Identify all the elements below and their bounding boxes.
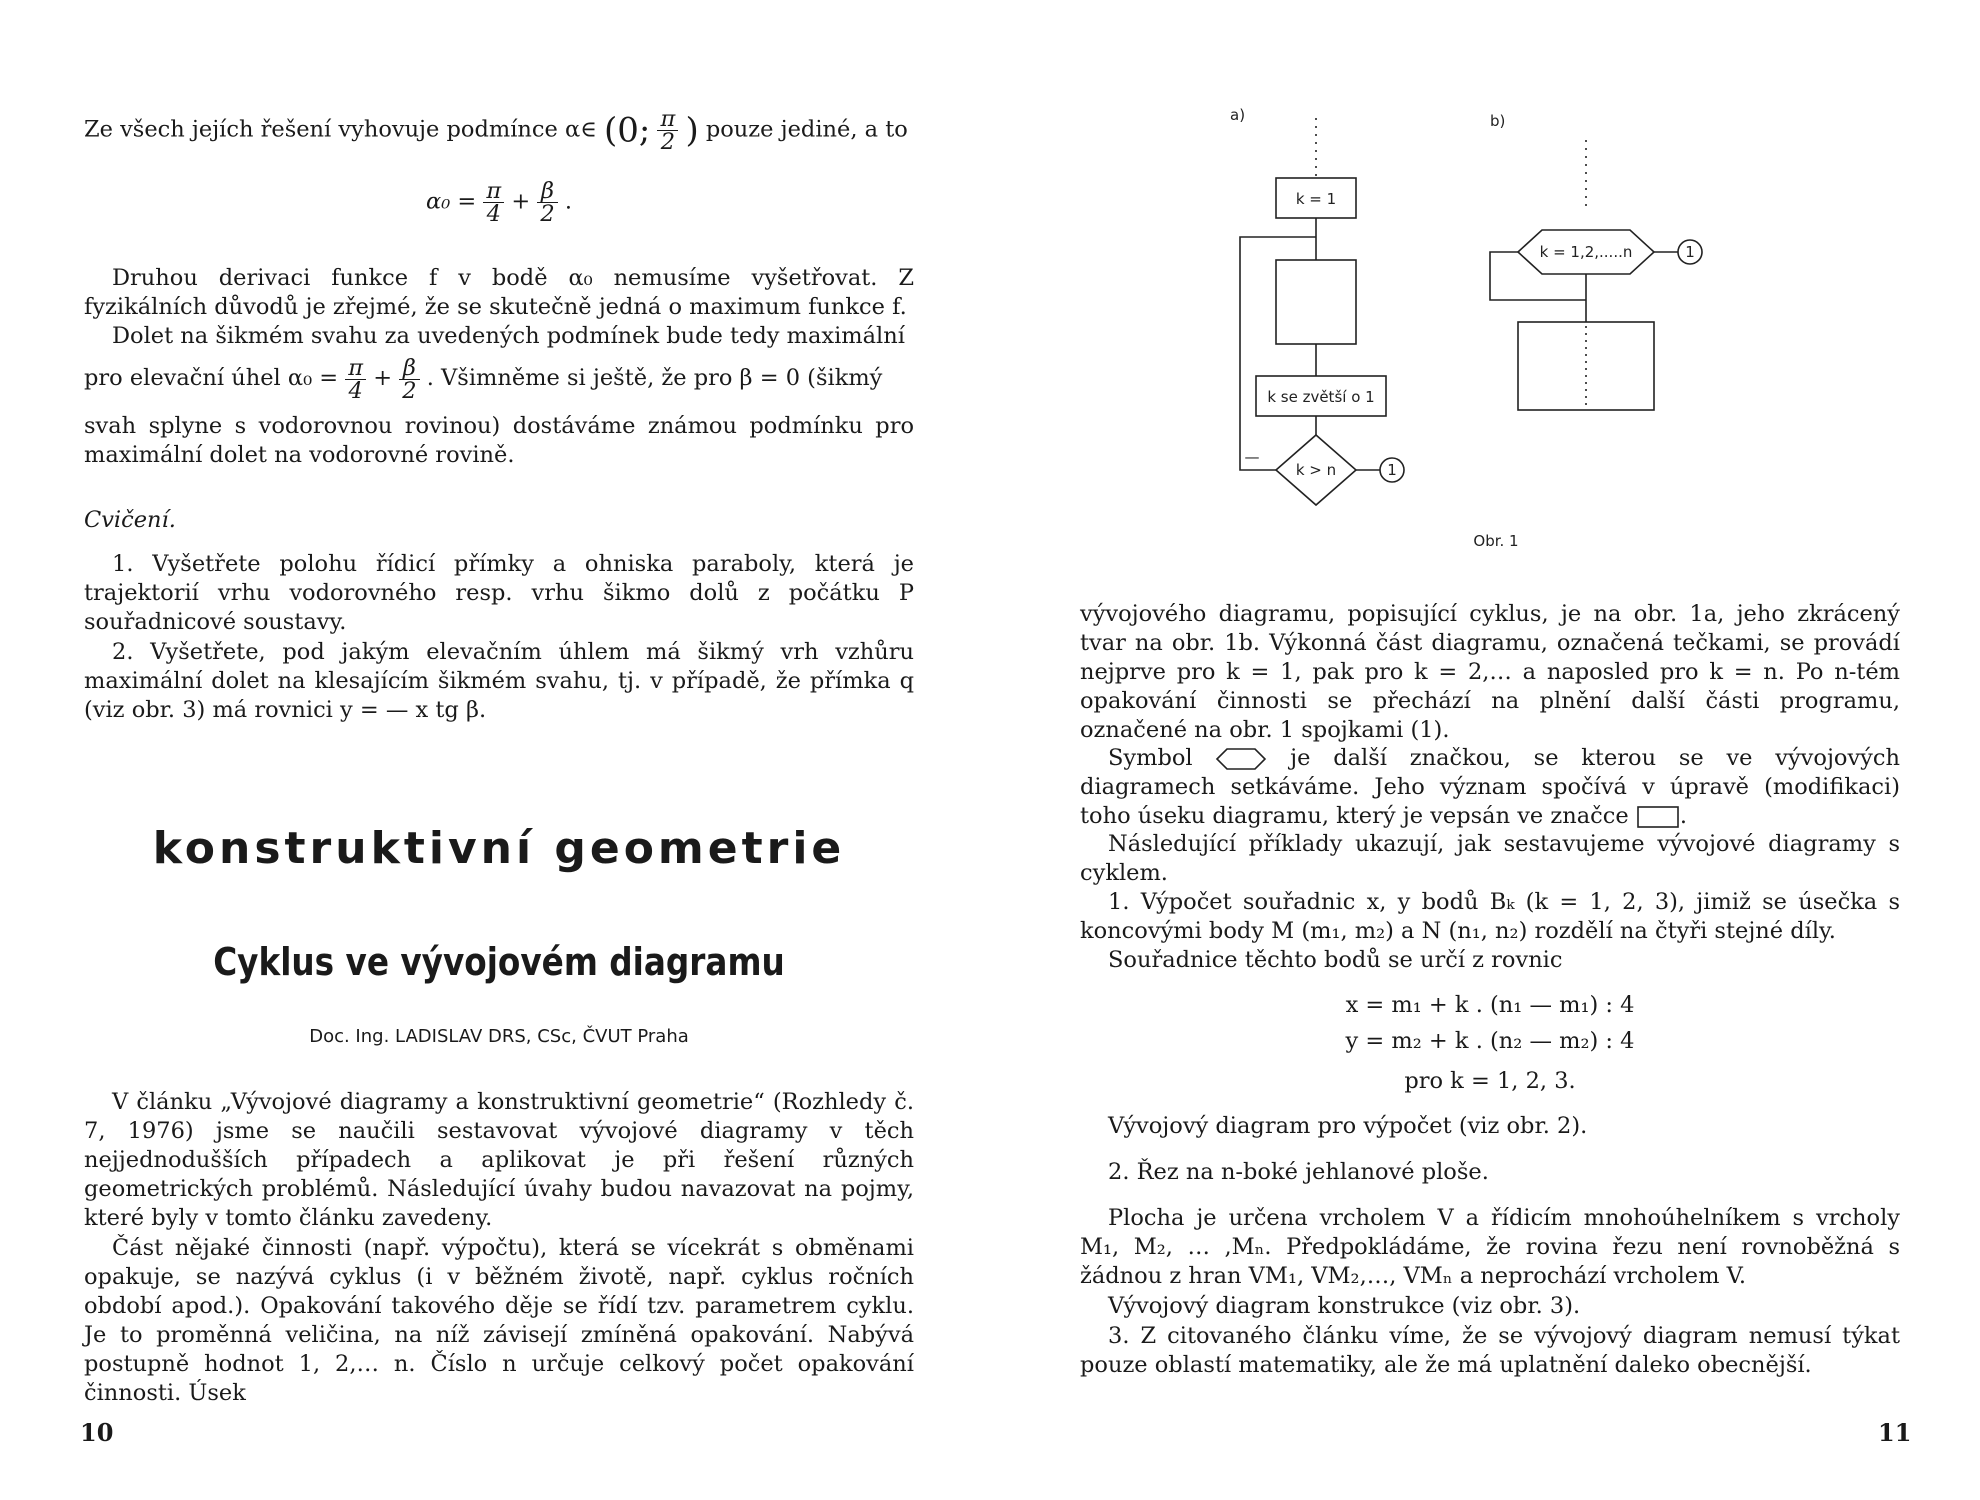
interval-fraction — [657, 108, 678, 153]
elevace-before: pro elevační úhel α₀ = — [84, 365, 346, 391]
formula-beta-fraction — [537, 180, 557, 225]
right-page — [990, 0, 1980, 1500]
formula-plus: + — [511, 188, 538, 215]
figure-label-b: b) — [1490, 112, 1506, 130]
a-box-body — [1276, 260, 1356, 344]
para-konstrukce: Vývojový diagram konstrukce (viz obr. 3). — [1108, 1293, 1581, 1319]
formula-beta: β — [537, 180, 557, 203]
formula-end: . — [564, 188, 572, 215]
para-clanek: V článku „Vývojové diagramy a konstruktivní geometrie“ (Rozhledy č. 7, 1976) jsme se naučili sestavovat vývojové diagramy v těch nejjednodušších případech a aplikovat je při řešení různých geometrických problémů. Následující úvahy budou navazovat na pojmy, které byly v tomto článku zavedeny. — [84, 1089, 914, 1231]
para-dolet: Dolet na šikmém svahu za uvedených podmínek bude tedy maximální — [112, 323, 905, 349]
para-priklady: Následující příklady ukazují, jak sestavujeme vývojové diagramy s cyklem. — [1080, 831, 1900, 886]
elevace-pi-fraction — [345, 354, 366, 404]
author-line: Doc. Ing. LADISLAV DRS, CSc, ČVUT Praha — [309, 1026, 689, 1047]
formula-four: 4 — [486, 201, 501, 227]
para-svah: svah splyne s vodorovnou rovinou) dostáváme známou podmínku pro maximální dolet na vodorovné rovině. — [84, 413, 914, 468]
flowchart-figure — [1220, 100, 1760, 560]
intro-before: Ze všech jejích řešení vyhovuje podmínce α∈ — [84, 116, 597, 143]
formula-pi: π — [483, 180, 504, 203]
a-connector-label: 1 — [1387, 461, 1397, 479]
elevace-pi: π — [345, 357, 366, 380]
symbol-before: Symbol — [1108, 745, 1216, 771]
interval-denominator: 2 — [660, 129, 676, 155]
interval-close: ) — [685, 110, 699, 151]
elevace-beta-fraction — [399, 354, 419, 404]
a-box-k1-label: k = 1 — [1295, 190, 1337, 208]
formula-alpha0 — [84, 180, 914, 225]
figure-caption: Obr. 1 — [1473, 532, 1519, 550]
intro-line — [84, 108, 914, 153]
para-souradnice: Souřadnice těchto bodů se určí z rovnic — [1108, 947, 1563, 973]
symbol-rectangle-icon — [1636, 805, 1680, 829]
page-number-left: 10 — [80, 1418, 114, 1447]
elevace-two: 2 — [402, 377, 417, 404]
para-vyvoj: vývojového diagramu, popisující cyklus, je na obr. 1a, jeho zkrácený tvar na obr. 1b. Výkonná část diagramu, označená tečkami, se provádí nejprve pro k = 1, pak pro k = 2,… a naposled pro k = n. Po n-tém opakování činnosti se přechází na plnění další části programu, označené na obr. 1 spojkami (1). — [1080, 601, 1900, 743]
symbol-hexagon-icon — [1215, 747, 1267, 771]
para-citovany: 3. Z citovaného článku víme, že se vývojový diagram nemusí týkat pouze oblastí matematiky, ale že má uplatnění daleko obecnější. — [1080, 1323, 1900, 1378]
elevace-plus: + — [373, 365, 400, 391]
para-vypocet: 1. Výpočet souřadnic x, y bodů Bₖ (k = 1, 2, 3), jimiž se úsečka s koncovými body M (m₁, m₂) a N (n₁, n₂) rozdělí na čtyři stejné díly. — [1080, 889, 1900, 944]
elevace-line — [84, 356, 914, 402]
a-diamond-label: k > n — [1295, 461, 1337, 479]
interval-open: (0; — [603, 110, 651, 151]
symbol-after: je další značkou, se kterou se ve vývojových diagramech setkáváme. Jeho význam spočívá v úpravě (modifikaci) toho úseku diagramu, který je vepsán ve značce — [1080, 745, 1900, 829]
a-loop-line — [1240, 237, 1316, 470]
equation-y: y = m₂ + k . (n₂ — m₂) : 4 — [1345, 1028, 1635, 1054]
symbol-end: . — [1679, 803, 1687, 829]
intro-after: pouze jediné, a to — [705, 116, 908, 143]
formula-alpha-lhs: α₀ = — [426, 188, 484, 215]
figure-label-a: a) — [1230, 106, 1246, 124]
para-derivace: Druhou derivaci funkce f v bodě α₀ nemusíme vyšetřovat. Z fyzikálních důvodů je zřejmé, že se skutečně jedná o maximum funkce f. — [84, 265, 914, 320]
equation-range: pro k = 1, 2, 3. — [1404, 1068, 1576, 1094]
article-title: Cyklus ve vývojovém diagramu — [213, 940, 785, 984]
para-diagram: Vývojový diagram pro výpočet (viz obr. 2). — [1108, 1113, 1588, 1139]
page-number-right: 11 — [1878, 1418, 1912, 1447]
cviceni-heading: Cvičení. — [84, 507, 176, 533]
para-symbol — [1080, 744, 1900, 831]
exercise-1: 1. Vyšetřete polohu řídicí přímky a ohniska paraboly, která je trajektorií vrhu vodorovného resp. vrhu šikmo dolů z počátku P souřadnicové soustavy. — [84, 551, 914, 635]
elevace-after: . Všimněme si ještě, že pro β = 0 (šikmý — [426, 365, 883, 391]
section-title: konstruktivní geometrie — [152, 823, 846, 874]
a-minus-sign: — — [1244, 448, 1260, 466]
b-connector-label: 1 — [1685, 243, 1695, 261]
interval-numerator: π — [657, 108, 678, 131]
elevace-beta: β — [399, 357, 419, 380]
b-hexagon-label: k = 1,2,.....n — [1539, 243, 1633, 261]
para-plocha: Plocha je určena vrcholem V a řídicím mnohoúhelníkem s vrcholy M₁, M₂, … ,Mₙ. Předpokládáme, že rovina řezu není rovnoběžná s žádnou z hran VM₁, VM₂,…, VMₙ a neprochází vrcholem V. — [1080, 1205, 1900, 1289]
exercise-2: 2. Vyšetřete, pod jakým elevačním úhlem má šikmý vrh vzhůru maximální dolet na klesajícím šikmém svahu, tj. v případě, že přímka q (viz obr. 3) má rovnici y = — x tg β. — [84, 639, 914, 723]
para-rez: 2. Řez na n-boké jehlanové ploše. — [1108, 1159, 1489, 1185]
elevace-four: 4 — [348, 377, 363, 404]
a-box-increment-label: k se zvětší o 1 — [1267, 388, 1375, 406]
equation-x: x = m₁ + k . (n₁ — m₁) : 4 — [1345, 992, 1635, 1018]
formula-pi-fraction — [483, 180, 504, 225]
para-cast: Část nějaké činnosti (např. výpočtu), která se vícekrát s obměnami opakuje, se nazývá cyklus (i v běžném životě, např. cyklus ročních období apod.). Opakování takového děje se řídí tzv. parametrem cyklu. Je to proměnná veličina, na níž závisejí zmíněná opakování. Nabývá postupně hodnot 1, 2,… n. Číslo n určuje celkový počet opakování činnosti. Úsek — [84, 1235, 914, 1406]
formula-two: 2 — [540, 201, 555, 227]
